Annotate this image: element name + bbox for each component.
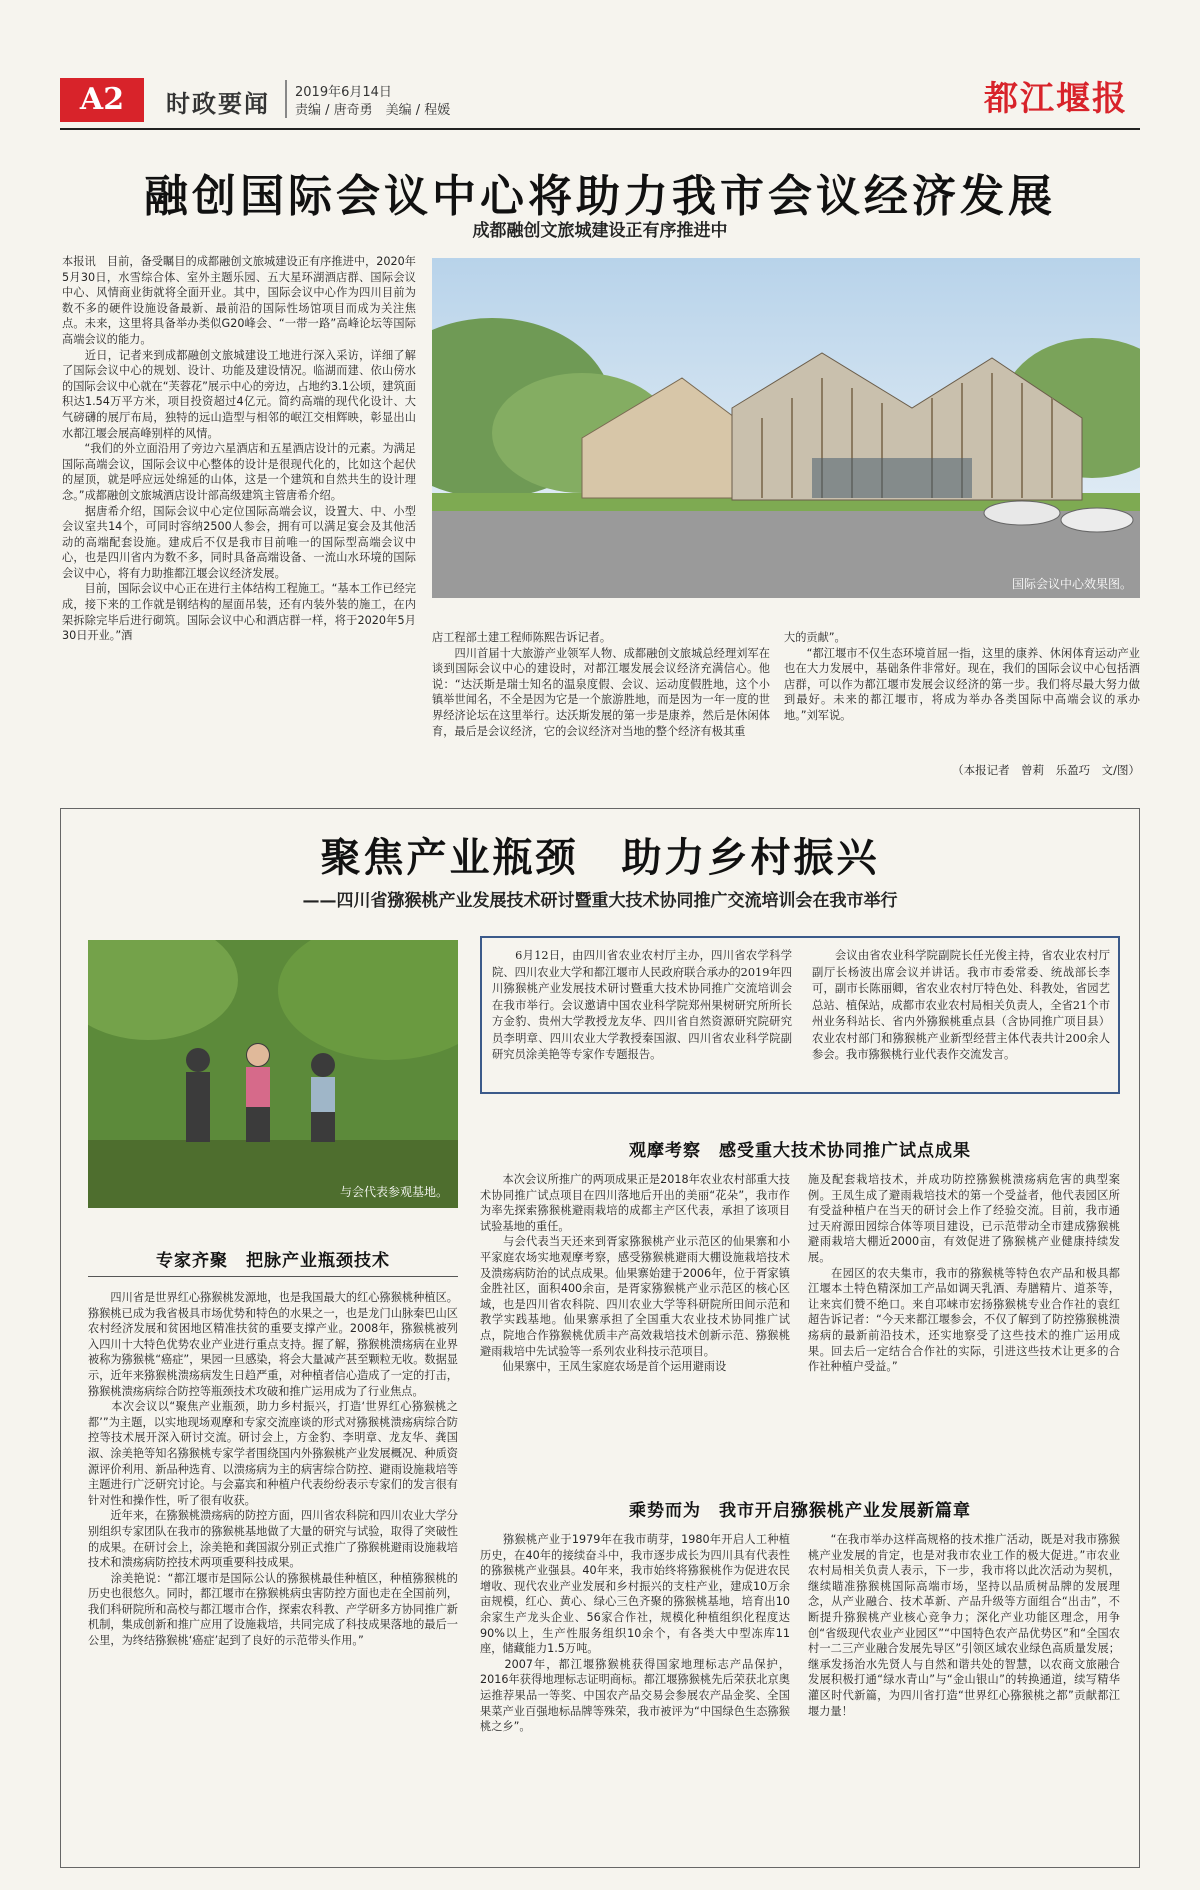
photo-caption: 国际会议中心效果图。 xyxy=(1011,577,1132,591)
issue-date: 2019年6月14日 xyxy=(295,85,392,100)
subheading-rule xyxy=(88,1276,458,1277)
article1-column-3: 大的贡献”。 “都江堰市不仅生态环境首屈一指，这里的康养、休闲体育运动产业也在大力发展中，基础条件非常好。现在，我们的国际会议中心包括酒店群，可以作为都江堰市发展会议经济的第一步。我们将尽最大努力做到最好。未来的都江堰市，将成为举办各类国际中高端会议的承办地。”刘军说。 xyxy=(784,631,1140,722)
subheading-new-chapter: 乘势而为 我市开启猕猴桃产业发展新篇章 xyxy=(629,1501,971,1521)
article2-headline: 聚焦产业瓶颈 助力乡村振兴 xyxy=(320,834,880,881)
header-rule xyxy=(60,128,1140,130)
kiwi-orchard-photo xyxy=(88,940,458,1208)
article1-subheadline: 成都融创文旅城建设正有序推进中 xyxy=(472,221,728,241)
newspaper-logo: 都江堰报 xyxy=(984,79,1128,119)
article2-mid-column-1: 本次会议所推广的两项成果正是2018年农业农村部重大技术协同推广试点项目在四川落地后开出的美丽“花朵”，我市作为率先探索猕猴桃避雨栽培的成都主产区代表，承担了该项目试验基地的重任。 与会代表当天还来到胥家猕猴桃产业示范区的仙果寨和小平家庭农场实地观摩考察，感受猕猴桃避雨大棚设施栽培技术及溃疡病防治的试点成果。仙果寨始建于2006年，位于胥家镇金胜社区，面积400余亩，是胥家猕猴桃产业示范区的核心区域，也是四川省农科院、四川农业大学等科研院所田间示范和教学实践基地。仙果寨承担了全国重大农业技术协同推广试点，院地合作猕猴桃优质丰产高效栽培技术创新示范、猕猴桃避雨栽培中先试验等一系列农业科技示范项目。 仙果寨中，王凤生家庭农场是首个运用避雨设 xyxy=(480,1173,790,1374)
conference-center-illustration xyxy=(432,258,1140,598)
subheading-experts: 专家齐聚 把脉产业瓶颈技术 xyxy=(156,1251,390,1271)
header-separator xyxy=(285,80,287,118)
subheading-observation: 观摩考察 感受重大技术协同推广试点成果 xyxy=(629,1141,971,1161)
article1-byline: （本报记者 曾莉 乐盈巧 文/图） xyxy=(952,763,1140,777)
photo-caption: 与会代表参观基地。 xyxy=(339,1185,448,1199)
article2-left-column: 四川省是世界红心猕猴桃发源地，也是我国最大的红心猕猴桃种植区。猕猴桃已成为我省极具市场优势和特色的水果之一，也是龙门山脉秦巴山区农村经济发展和贫困地区精准扶贫的重要支撑产业。2008年，猕猴桃被列入四川十大特色优势农业产业进行重点支持。握了解，猕猴桃溃疡病在业界被称为猕猴桃“癌症”，果园一旦感染，将会大量减产甚至颗粒无收。数据显示，近年来猕猴桃溃疡病发生日趋严重，对种植者信心造成了一定的打击，猕猴桃溃疡病综合防控等瓶颈技术攻破和推广运用成为了行业焦点。 本次会议以“聚焦产业瓶颈，助力乡村振兴，打造‘世界红心猕猴桃之都’”为主题，以实地现场观摩和专家交流座谈的形式对猕猴桃溃疡病综合防控等技术展开深入研讨交流。研讨会上，方金豹、李明章、龙友华、龚国淑、涂美艳等知名猕猴桃专家学者围绕国内外猕猴桃产业发展概况、种质资源评价利用、新品种选育、以溃疡病为主的病害综合防控、避雨设施栽培等主题进行广泛研究讨论。与会嘉宾和种植户代表纷纷表示专家们的发言很有针对性和操作性，听了很有收获。 近年来，在猕猴桃溃疡病的防控方面，四川省农科院和四川农业大学分别组织专家团队在我市的猕猴桃基地做了大量的研究与试验，取得了突破性的成果。在研讨会上，涂美艳和龚国淑分别正式推广了猕猴桃避雨设施栽培技术和溃疡病防控技术两项重要科技成果。 涂美艳说：“都江堰市是国际公认的猕猴桃最佳种植区，种植猕猴桃的历史也很悠久。同时，都江堰市在猕猴桃病虫害防控方面也走在全国前列，我们科研院所和高校与都江堰市合作，探索农科教、产学研多方协同推广新机制，集成创新和推广应用了设施栽培，共同完成了科技成果落地的最后一公里，为终结猕猴桃‘癌症’起到了良好的示范带头作用。” xyxy=(88,1291,458,1648)
lead-column-2: 会议由省农业科学院副院长任光俊主持，省农业农村厅副厅长杨波出席会议并讲话。我市市委常委、统战部长李可，副市长陈丽卿，省农业农村厅特色处、科教处，省园艺总站、植保站，成都市农业农村局相关负责人，全省21个市州业务科站长、省内外猕猴桃重点县（含协同推广项目县）农业农村部门和猕猴桃产业新型经营主体代表共计200余人参会。我市猕猴桃行业代表作交流发言。 xyxy=(812,949,1110,1061)
orchard-visit-illustration xyxy=(88,940,458,1208)
page-number-badge: A2 xyxy=(60,78,144,122)
article2-bottom-column-2: “在我市举办这样高规格的技术推广活动，既是对我市猕猴桃产业发展的肯定，也是对我市农业工作的极大促进。”市农业农村局相关负责人表示，下一步，我市将以此次活动为契机，继续瞄准猕猴桃国际高端市场，坚持以品质树品牌的发展理念，从产业融合、技术革新、产品升级等方面组合“出击”，不断提升猕猴桃产业核心竞争力；深化产业功能区理念，用争创“省级现代农业产业园区”“中国特色农产品优势区”和“全国农村一二三产业融合发展先导区”引领区域农业绿色高质量发展；继承发扬治水先贤人与自然和谐共处的智慧，以农商文旅融合发展积极打通“绿水青山”与“金山银山”的转换通道，续写精华灌区时代新篇，为四川省打造“世界红心猕猴桃之都”贡献都江堰力量！ xyxy=(808,1533,1120,1718)
article1-headline: 融创国际会议中心将助力我市会议经济发展 xyxy=(144,171,1056,222)
conference-center-rendering xyxy=(432,258,1140,598)
article2-bottom-column-1: 猕猴桃产业于1979年在我市萌芽，1980年开启人工种植历史，在40年的接续奋斗中，我市逐步成长为四川具有代表性的猕猴桃产业强县。40年来，我市始终将猕猴桃作为促进农民增收、现代农业产业发展和乡村振兴的支柱产业，建成10万余亩规模，红心、黄心、绿心三色齐聚的猕猴桃基地，培育出10余家生产龙头企业、56家合作社，规模化种植组织化程度达90%以上，生产性服务组织10余个，有各类大中型冻库11座，储藏能力1.5万吨。 2007年，都江堰猕猴桃获得国家地理标志产品保护，2016年获得地理标志证明商标。都江堰猕猴桃先后荣获北京奥运推荐果品一等奖、中国农产品交易会参展农产品金奖、全国果菜产业百强地标品牌等殊荣，我市被评为“中国绿色生态猕猴桃之乡”。 xyxy=(480,1533,790,1734)
article1-column-2: 店工程部土建工程师陈熙告诉记者。 四川首届十大旅游产业领军人物、成都融创文旅城总经理刘军在谈到国际会议中心的建设时，对都江堰发展会议经济充满信心。他说：“达沃斯是瑞士知名的温泉度假、会议、运动度假胜地，这个小镇举世闻名，不全是因为它是一个旅游胜地，而是因为一年一度的世界经济论坛在这里举行。达沃斯发展的第一步是康养，然后是休闲体育，最后是会议经济，它的会议经济对当地的整个经济有极其重 xyxy=(432,631,770,738)
lead-column-1: 6月12日，由四川省农业农村厅主办，四川省农学科学院、四川农业大学和都江堰市人民政府联合承办的2019年四川猕猴桃产业发展技术研讨暨重大技术协同推广交流培训会在我市举行。会议邀请中国农业科学院郑州果树研究所所长方金豹、贵州大学教授龙友华、四川省自然资源研究院研究员李明章、四川农业大学教授秦国淑、四川省农业科学院副研究员涂美艳等专家作专题报告。 xyxy=(492,949,792,1061)
editor-credits: 责编 / 唐奇勇 美编 / 程媛 xyxy=(295,103,451,118)
section-label: 时政要闻 xyxy=(166,90,270,118)
article1-column-1: 本报讯 目前，备受瞩目的成都融创文旅城建设正有序推进中，2020年5月30日，水雪综合体、室外主题乐园、五大星环湖酒店群、国际会议中心、风情商业街就将全面开业。其中，国际会议中心作为四川目前为数不多的硬件设施设备最新、最前沿的国际性场馆项目而成为关注焦点。未来，这里将具备举办类似G20峰会、“一带一路”高峰论坛等国际高端会议的能力。 近日，记者来到成都融创文旅城建设工地进行深入采访，详细了解了国际会议中心的规划、设计、功能及建设情况。临湖而建、依山傍水的国际会议中心就在“芙蓉花”展示中心的旁边，占地约3.1公顷，建筑面积达1.54万平方米，项目投资超过4亿元。简约高端的现代化设计、大气磅礴的展厅布局，独特的远山造型与相邻的岷江交相辉映，彰显出山水都江堰会展高峰别样的风情。 “我们的外立面沿用了旁边六星酒店和五星酒店设计的元素。为满足国际高端会议，国际会议中心整体的设计是很现代化的，比如这个起伏的屋顶，就是呼应远处绵延的山体，这是一个建筑和自然共生的设计理念。”成都融创文旅城酒店设计部高级建筑主管唐希介绍。 据唐希介绍，国际会议中心定位国际高端会议，设置大、中、小型会议室共14个，可同时容纳2500人参会，拥有可以满足宴会及其他活动的高端配套设施。建成后不仅是我市目前唯一的国际型高端会议中心，也是四川省内为数不多，同时具备高端设备、一流山水环境的国际会议中心，将有力助推都江堰会议经济发展。 目前，国际会议中心正在进行主体结构工程施工。“基本工作已经完成，接下来的工作就是钢结构的屋面吊装，还有内装外装的施工，在内架拆除完毕后进行砌筑。国际会议中心和酒店群一样，将于2020年5月30日开业。”酒 xyxy=(62,255,416,643)
article2-mid-column-2: 施及配套栽培技术，并成功防控猕猴桃溃疡病危害的典型案例。王凤生成了避雨栽培技术的第一个受益者，他代表园区所有受益种植户在当天的研讨会上作了经验交流。目前，我市通过天府源田园综合体等项目建设，已示范带动全市建成猕猴桃避雨栽培大棚近2000亩，有效促进了猕猴桃产业健康持续发展。 在园区的农夫集市，我市的猕猴桃等特色农产品和极具都江堰本土特色精深加工产品如调天乳酒、寿膳精片、道茶等，让来宾们赞不绝口。来自邛崃市宏扬猕猴桃专业合作社的袁红超告诉记者：“今天来都江堰参会，不仅了解到了防控猕猴桃溃疡病的最新前沿技术，还实地察受了这些技术的推广运用成果。回去后一定结合合作社的实际，引进这些技术让更多的合作社种植户受益。” xyxy=(808,1173,1120,1374)
article2-subheadline: ——四川省猕猴桃产业发展技术研讨暨重大技术协同推广交流培训会在我市举行 xyxy=(302,891,898,911)
